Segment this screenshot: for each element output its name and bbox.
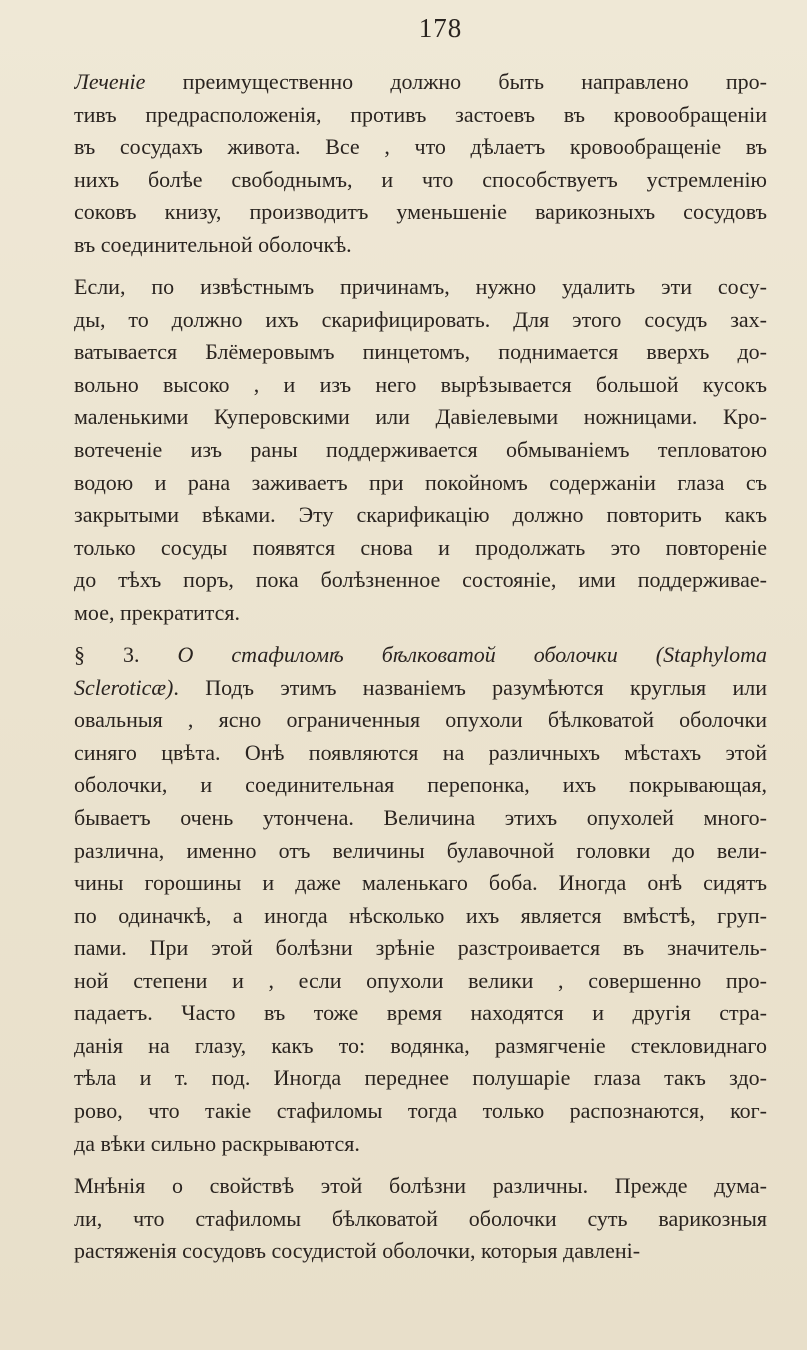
line-text: тивъ предрасположенія, противъ застоевъ въ кровообращеніи	[74, 101, 767, 127]
text-line	[74, 737, 767, 770]
line-text: Если, по извѣстнымъ причинамъ, нужно удалить эти сосу-	[74, 274, 767, 300]
line-text: . Подъ этимъ названіемъ разумѣются круглыя или	[173, 674, 767, 700]
line-text: преимущественно должно быть направлено про-	[145, 69, 767, 94]
line-text: только сосуды появятся снова и продолжать это повтореніе	[74, 534, 767, 560]
text-body	[74, 66, 767, 1268]
text-line	[74, 900, 767, 933]
line-text: соковъ книзу, производитъ уменьшеніе варикозныхъ сосудовъ	[74, 199, 767, 225]
line-text: тѣла и т. под. Иногда переднее полушаріе глаза такъ здо-	[74, 1065, 767, 1091]
line-text: ды, то должно ихъ скарифицировать. Для этого сосудъ зах-	[74, 306, 767, 332]
text-line	[74, 369, 767, 402]
page-number: 178	[418, 13, 463, 43]
line-text: по одиначкѣ, а иногда нѣсколько ихъ является вмѣстѣ, груп-	[74, 902, 767, 928]
line-text: растяженія сосудовъ сосудистой оболочки, которыя давлені-	[74, 1238, 641, 1264]
line-text: водою и рана заживаетъ при покойномъ содержаніи глаза съ	[74, 469, 767, 495]
line-text: пами. При этой болѣзни зрѣніе разстроивается въ значитель-	[74, 935, 767, 961]
text-line	[74, 229, 767, 262]
text-line	[74, 304, 767, 337]
italic-heading: О стафиломѣ бѣлковатой оболочки (Staphyloma	[177, 642, 767, 668]
text-line	[74, 1030, 767, 1063]
italic-heading: Леченіе	[74, 69, 146, 94]
paragraph	[74, 66, 767, 261]
text-line	[74, 99, 767, 132]
text-line	[74, 802, 767, 835]
line-text: мое, прекратится.	[74, 599, 241, 625]
text-line	[74, 965, 767, 998]
line-text: чины горошины и даже маленькаго боба. Иногда онѣ сидятъ	[74, 870, 767, 896]
line-text: да вѣки сильно раскрываются.	[74, 1130, 360, 1156]
line-text: ли, что стафиломы бѣлковатой оболочки суть варикозныя	[74, 1205, 767, 1231]
paragraph	[74, 1170, 767, 1268]
line-text: вотеченіе изъ раны поддерживается обмываніемъ тепловатою	[74, 437, 767, 463]
line-text: рово, что такіе стафиломы тогда только распознаются, ког-	[74, 1097, 767, 1123]
text-line	[74, 131, 767, 164]
text-line	[74, 401, 767, 434]
line-text: оболочки, и соединительная перепонка, ихъ покрывающая,	[74, 772, 767, 798]
text-line	[74, 196, 767, 229]
line-text: до тѣхъ поръ, пока болѣзненное состояніе, ими поддерживае-	[74, 567, 767, 593]
text-line	[74, 1128, 767, 1161]
line-text: бываетъ очень утончена. Величина этихъ опухолей много-	[74, 805, 767, 831]
text-line	[74, 499, 767, 532]
line-text: ной степени и , если опухоли велики , совершенно про-	[74, 967, 767, 993]
line-text: различна, именно отъ величины булавочной головки до вели-	[74, 837, 767, 863]
line-text: Мнѣнія о свойствѣ этой болѣзни различны. Прежде дума-	[74, 1173, 767, 1199]
italic-heading: Scleroticæ)	[74, 674, 174, 700]
text-line	[74, 1235, 767, 1268]
text-line	[74, 1170, 767, 1203]
text-line	[74, 769, 767, 802]
line-text: падаетъ. Часто въ тоже время находятся и другія стра-	[74, 1000, 767, 1026]
line-text: данія на глазу, какъ то: водянка, размягченіе стекловиднаго	[74, 1032, 767, 1058]
text-line	[74, 532, 767, 565]
text-line	[74, 997, 767, 1030]
text-line	[74, 867, 767, 900]
line-text: въ соединительной оболочкѣ.	[74, 231, 352, 257]
text-line	[74, 704, 767, 737]
text-line	[74, 66, 767, 99]
text-line	[74, 1062, 767, 1095]
text-line	[74, 1095, 767, 1128]
line-text: вольно высоко , и изъ него вырѣзывается большой кусокъ	[74, 371, 767, 397]
text-line	[74, 1203, 767, 1236]
text-line	[74, 597, 767, 630]
line-text: нихъ болѣе свободнымъ, и что способствуетъ устремленію	[74, 166, 767, 192]
line-text: ватывается Блёмеровымъ пинцетомъ, поднимается вверхъ до-	[74, 339, 767, 365]
text-line	[74, 336, 767, 369]
line-text: овальныя , ясно ограниченныя опухоли бѣлковатой оболочки	[74, 707, 767, 733]
text-line	[74, 672, 767, 705]
text-line	[74, 434, 767, 467]
text-line	[74, 639, 767, 672]
paragraph	[74, 639, 767, 1160]
paragraph	[74, 271, 767, 629]
text-line	[74, 932, 767, 965]
text-line	[74, 835, 767, 868]
text-line	[74, 564, 767, 597]
text-line	[74, 467, 767, 500]
line-text: въ сосудахъ живота. Все , что дѣлаетъ кровообращеніе въ	[74, 134, 767, 160]
line-text: маленькими Куперовскими или Давіелевыми ножницами. Кро-	[74, 404, 767, 430]
text-line	[74, 164, 767, 197]
line-text: закрытыми вѣками. Эту скарификацію должно повторить какъ	[74, 502, 767, 528]
section-number: § 3.	[74, 642, 178, 668]
line-text: синяго цвѣта. Онѣ появляются на различныхъ мѣстахъ этой	[74, 739, 767, 765]
text-line	[74, 271, 767, 304]
